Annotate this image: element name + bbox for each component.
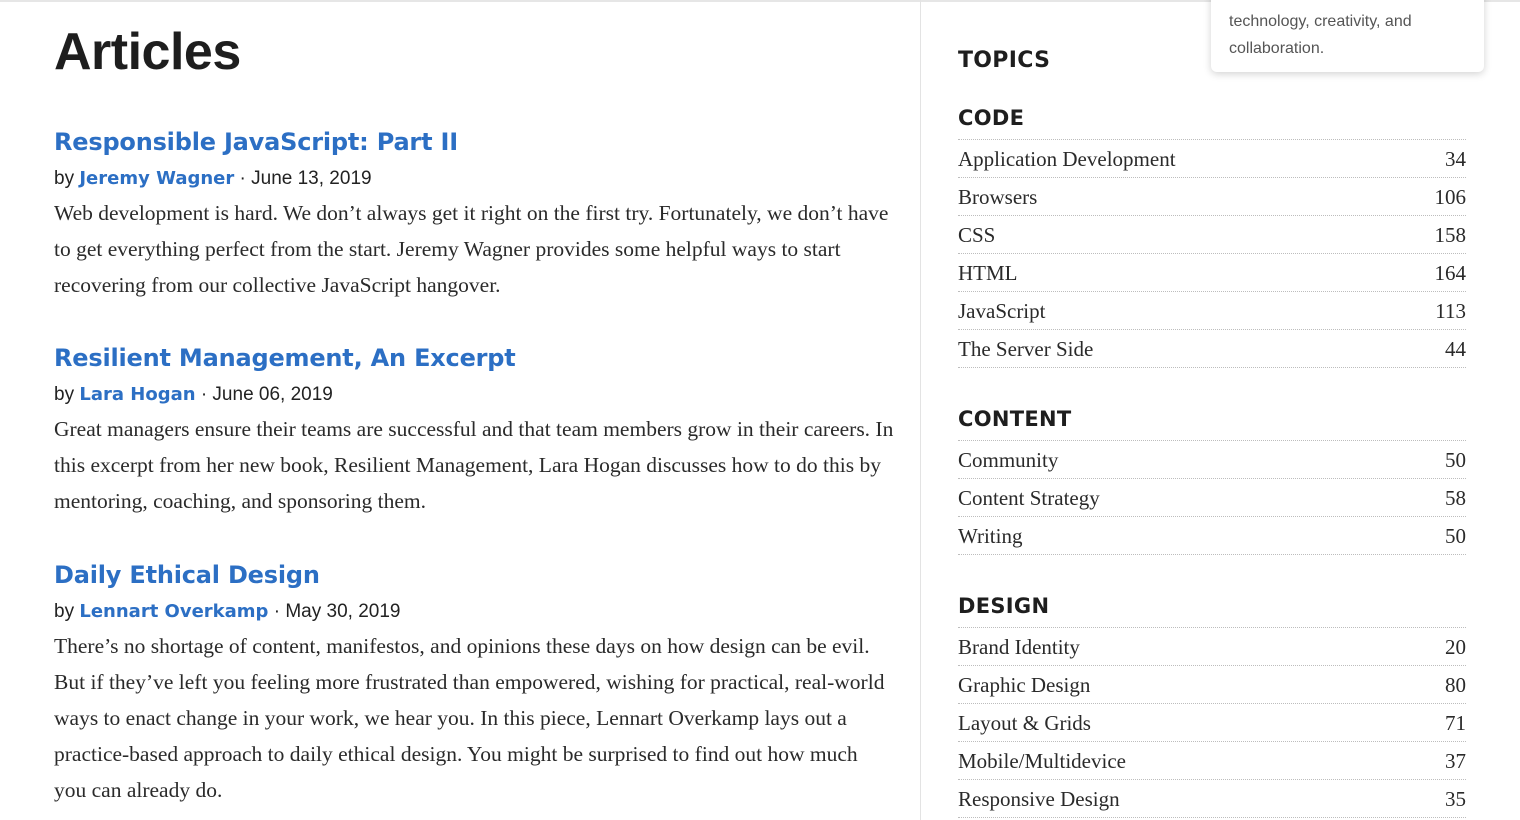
topic-link[interactable] [958, 742, 1466, 780]
topic-label: Graphic Design [958, 673, 1091, 697]
topic-count: 71 [1445, 711, 1466, 735]
topic-link[interactable] [958, 517, 1466, 555]
article-excerpt: There’s no shortage of content, manifestos, and opinions these days on how design can be evil. But if they’ve left you feeling more frustrated than empowered, wishing for practical, real-world ways to enact change in your work, we hear you. In this piece, Lennart Overkamp lays out a practice-based approach to daily ethical design. You might be surprised to find out how much you can already do. [54, 634, 885, 802]
article-title-link[interactable]: Responsible JavaScript: Part II [54, 128, 458, 156]
article-byline [54, 384, 894, 406]
topic-description-tooltip [1211, 0, 1484, 72]
topic-label: Application Development [958, 147, 1176, 171]
topic-link[interactable] [958, 178, 1466, 216]
topic-label: HTML [958, 261, 1018, 285]
category-heading: CODE [958, 106, 1466, 140]
topic-count: 106 [1434, 185, 1466, 209]
topic-label: Brand Identity [958, 635, 1080, 659]
topic-link[interactable] [958, 666, 1466, 704]
topic-count: 37 [1445, 749, 1466, 773]
article-item [54, 128, 894, 303]
page-title: Articles [54, 23, 241, 81]
topic-label: JavaScript [958, 299, 1046, 323]
topic-count: 50 [1445, 524, 1466, 548]
topic-count: 164 [1434, 261, 1466, 285]
topic-category-design [958, 594, 1466, 818]
topic-count: 20 [1445, 635, 1466, 659]
article-date: · May 30, 2019 [273, 601, 401, 622]
author-link[interactable]: Jeremy Wagner [79, 168, 235, 189]
topic-label: Mobile/Multidevice [958, 749, 1126, 773]
article-title-link[interactable]: Daily Ethical Design [54, 561, 320, 589]
article-excerpt: Web development is hard. We don’t always get it right on the first try. Fortunately, we don’t have to get everything perfect from the start. Jeremy Wagner provides some helpful ways to start recovering from our collective JavaScript hangover. [54, 201, 889, 297]
topic-category-content [958, 407, 1466, 555]
byline-prefix: by [54, 384, 75, 405]
topic-link[interactable] [958, 254, 1466, 292]
article-date: · June 06, 2019 [200, 384, 333, 405]
topic-link[interactable] [958, 704, 1466, 742]
column-divider [920, 0, 921, 820]
topic-label: The Server Side [958, 337, 1094, 361]
topic-count: 44 [1445, 337, 1466, 361]
topic-count: 80 [1445, 673, 1466, 697]
article-byline [54, 601, 894, 623]
article-byline [54, 168, 894, 190]
article-date: · June 13, 2019 [239, 168, 372, 189]
topic-label: Writing [958, 524, 1023, 548]
tooltip-text-line: technology, creativity, and [1229, 13, 1412, 30]
topic-label: Community [958, 448, 1059, 472]
topic-link[interactable] [958, 216, 1466, 254]
tooltip-text-line: collaboration. [1229, 40, 1325, 57]
byline-prefix: by [54, 601, 75, 622]
article-title-link[interactable]: Resilient Management, An Excerpt [54, 344, 516, 372]
author-link[interactable]: Lennart Overkamp [79, 601, 269, 622]
category-heading: CONTENT [958, 407, 1466, 441]
article-item [54, 344, 894, 519]
article-excerpt: Great managers ensure their teams are successful and that team members grow in their careers. In this excerpt from her new book, Resilient Management, Lara Hogan discusses how to do this by mentoring, coaching, and sponsoring them. [54, 417, 894, 513]
topic-count: 58 [1445, 486, 1466, 510]
topic-label: Content Strategy [958, 486, 1100, 510]
topic-label: Browsers [958, 185, 1038, 209]
topic-link[interactable] [958, 441, 1466, 479]
topic-link[interactable] [958, 330, 1466, 368]
topic-count: 35 [1445, 787, 1466, 811]
topic-count: 34 [1445, 147, 1466, 171]
topics-heading: TOPICS [958, 48, 1051, 73]
topic-label: CSS [958, 223, 996, 247]
topic-link[interactable] [958, 479, 1466, 517]
topic-count: 158 [1434, 223, 1466, 247]
category-heading: DESIGN [958, 594, 1466, 628]
article-item [54, 561, 894, 808]
topic-link[interactable] [958, 140, 1466, 178]
topic-count: 113 [1435, 299, 1466, 323]
topic-label: Layout & Grids [958, 711, 1091, 735]
topic-link[interactable] [958, 780, 1466, 818]
topic-link[interactable] [958, 292, 1466, 330]
author-link[interactable]: Lara Hogan [79, 384, 196, 405]
topic-count: 50 [1445, 448, 1466, 472]
byline-prefix: by [54, 168, 75, 189]
topic-label: Responsive Design [958, 787, 1120, 811]
topic-link[interactable] [958, 628, 1466, 666]
topic-category-code [958, 106, 1466, 368]
